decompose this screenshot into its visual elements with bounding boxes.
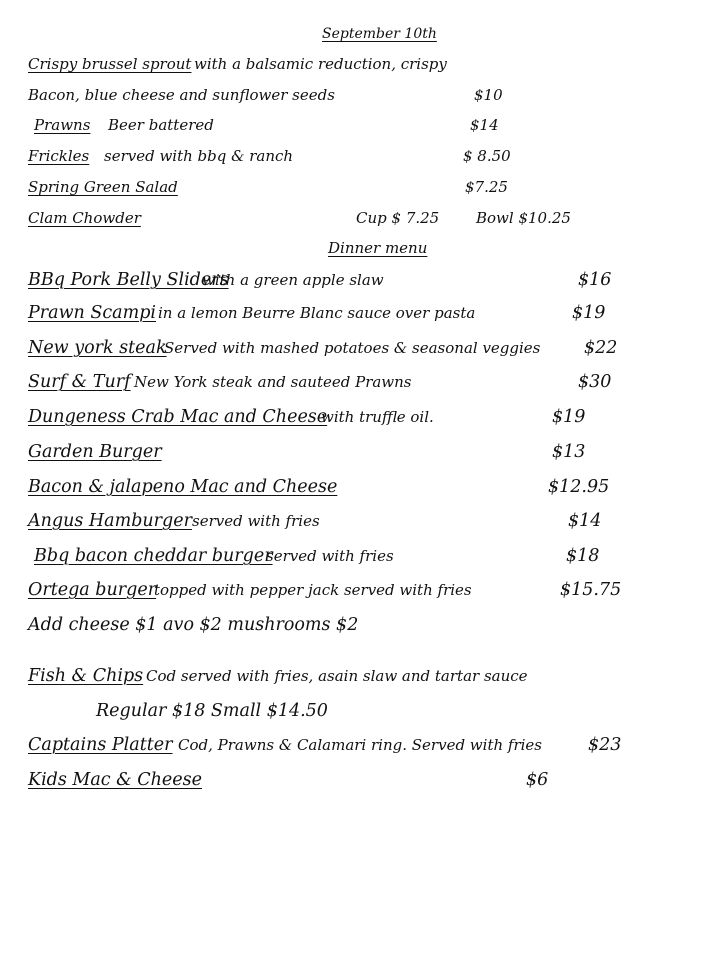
- item-price-ny-steak: $22: [584, 338, 618, 358]
- item-desc-crab-mac: with truffle oil.: [321, 408, 434, 426]
- item-price-clam-bowl: Bowl $10.25: [476, 209, 571, 227]
- item-price-prawn-scampi: $19: [572, 303, 606, 323]
- item-name-frickles: Frickles: [28, 147, 90, 165]
- item-name-brussel-sprout: Crispy brussel sprout: [28, 55, 192, 73]
- item-name-clam-chowder: Clam Chowder: [28, 209, 141, 227]
- item-price-brussel-sprout: $10: [474, 86, 503, 104]
- item-name-captains-platter: Captains Platter: [28, 735, 173, 755]
- item-price-frickles: $ 8.50: [463, 147, 511, 165]
- addons-text: Add cheese $1 avo $2 mushrooms $2: [28, 615, 359, 635]
- item-desc-angus-hamburger: served with fries: [192, 512, 320, 530]
- item-price-captains-platter: $23: [588, 735, 622, 755]
- item-name-bacon-jalapeno-mac: Bacon & jalapeno Mac and Cheese: [28, 477, 338, 497]
- item-price-surf-turf: $30: [578, 372, 612, 392]
- item-name-ny-steak: New york steak: [28, 338, 167, 358]
- item-price-angus-hamburger: $14: [568, 511, 602, 531]
- item-desc-ortega-burger: topped with pepper jack served with fries: [154, 581, 472, 599]
- item-price-clam-cup: Cup $ 7.25: [356, 209, 440, 227]
- item-name-fish-chips: Fish & Chips: [28, 666, 144, 686]
- item-desc-captains-platter: Cod, Prawns & Calamari ring. Served with fries: [178, 736, 542, 754]
- item-desc-frickles: served with bbq & ranch: [104, 147, 294, 165]
- item-desc-pork-belly-sliders: with a green apple slaw: [202, 271, 384, 289]
- dinner-heading: Dinner menu: [328, 239, 428, 257]
- item-name-garden-burger: Garden Burger: [28, 442, 162, 462]
- item-name-prawns: Prawns: [34, 116, 91, 134]
- item-desc-ny-steak: Served with mashed potatoes & seasonal veggies: [164, 339, 541, 357]
- item-name-spring-salad: Spring Green Salad: [28, 178, 178, 196]
- item-name-angus-hamburger: Angus Hamburger: [28, 511, 192, 531]
- item-name-prawn-scampi: Prawn Scampi: [28, 303, 157, 323]
- item-price-crab-mac: $19: [552, 407, 586, 427]
- item-name-surf-turf: Surf & Turf: [28, 372, 131, 392]
- item-desc-brussel-sprout: with a balsamic reduction, crispy: [194, 55, 447, 73]
- item-desc-cont-brussel-sprout: Bacon, blue cheese and sunflower seeds: [28, 86, 335, 104]
- item-name-kids-mac: Kids Mac & Cheese: [28, 770, 202, 790]
- item-desc-bbq-bacon-burger: served with fries: [266, 547, 394, 565]
- item-price-kids-mac: $6: [526, 770, 549, 790]
- item-name-ortega-burger: Ortega burger: [28, 580, 157, 600]
- item-name-pork-belly-sliders: BBq Pork Belly Sliders: [28, 270, 229, 290]
- item-desc-fish-chips: Cod served with fries, asain slaw and tartar sauce: [146, 667, 528, 685]
- item-desc-surf-turf: New York steak and sauteed Prawns: [134, 373, 412, 391]
- item-price-pork-belly-sliders: $16: [578, 270, 612, 290]
- item-desc-prawn-scampi: in a lemon Beurre Blanc sauce over pasta: [158, 304, 476, 322]
- item-price-bacon-jalapeno-mac: $12.95: [548, 477, 610, 497]
- item-price-ortega-burger: $15.75: [560, 580, 622, 600]
- date-heading: September 10th: [322, 26, 437, 42]
- item-name-bbq-bacon-burger: Bbq bacon cheddar burger: [34, 546, 273, 566]
- item-desc-prawns: Beer battered: [108, 116, 214, 134]
- item-price-fish-chips: Regular $18 Small $14.50: [96, 701, 328, 721]
- item-price-spring-salad: $7.25: [465, 178, 508, 196]
- item-price-prawns: $14: [470, 116, 499, 134]
- item-price-garden-burger: $13: [552, 442, 586, 462]
- item-name-crab-mac: Dungeness Crab Mac and Cheese: [28, 407, 328, 427]
- item-price-bbq-bacon-burger: $18: [566, 546, 600, 566]
